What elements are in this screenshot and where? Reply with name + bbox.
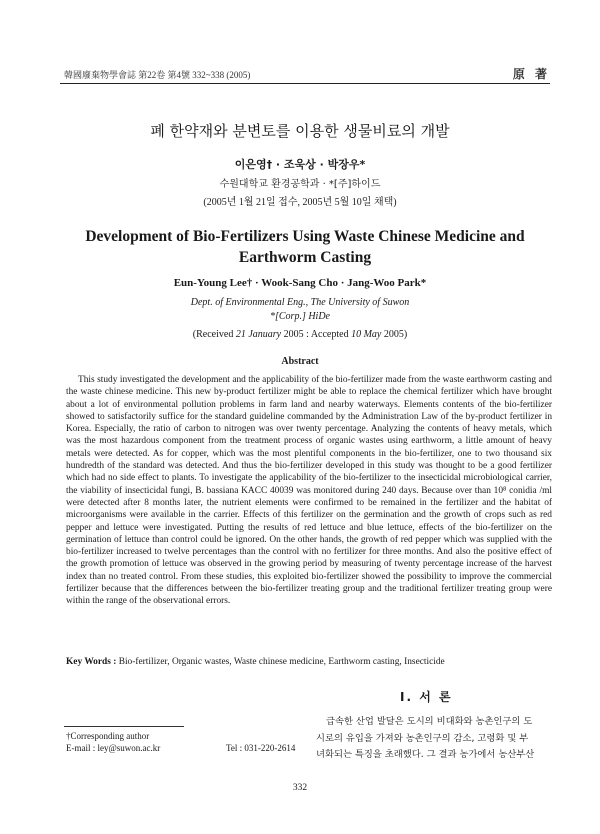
keywords-label: Key Words :: [66, 657, 117, 667]
intro-line: 녀화되는 특징을 초래했다. 그 결과 농가에서 농산부산: [316, 749, 535, 760]
abstract-body: This study investigated the development and the applicability of the bio-fertilizer made from the waste earthworm casting and the waste chinese medicine. This new by-product fertilizer might be able to replace the chemical fertilizer which have brought about a lot of environmental pollution problems in farm land and nearby waterways. Elements contents of the bio-fertilizer showed to satisfactorily suffice for the standard guideline commanded by the Administration Law of the by-product fertilizer in Korea. Especially, the ratio of carbon to nitrogen was over twenty percentage. Analyzing the contents of heavy metals, which was the most hazardous component from the treatment process of organic wastes using earthworm, a little amount of heavy metals were detected. As for copper, which was the most plentiful components in the bio-fertilizer, one to two thousand six hundredth of the standard was detected. And thus the bio-fertilizer developed in this study was thought to be a good fertilizer which had no side effect to plants. To investigate the applicability of the bio-fertilizer to the insecticidal microbiological carrier, the viability of insecticidal fungi, B. bassiana KACC 40039 was monitored during 240 days. Because over than 10⁸ conidia /ml were detected after 8 months later, the nutrient elements were confirmed to be remained in the fertilizer and the habitat of microorganisms were available in the carrier. Effects of this fertilizer on the germination and the growth of crops such as red pepper and lettuce were investigated. Putting the results of red lettuce and blue lettuce, effects of the bio-fertilizer on the germination of lettuce than control could be ignored. On the other hands, the growth of red pepper which was supplied with the bio-fertilizer increased to twelve percentages than the control with no fertilizer for three months. And also the positive effect of the growth promotion of lettuce was observed in the growing period by measuring of twenty percentage increase of the harvest index than no treated control. From these studies, this exploited bio-fertilizer showed the possibility to improve the commercial fertilizer because that the differences between the bio-fertilizer treating group and the traditional fertilizer treating group were within the range of the observational errors.: [66, 375, 552, 607]
received-label: (Received: [192, 329, 234, 340]
english-dates: [0, 329, 600, 340]
abstract-heading: Abstract: [281, 356, 319, 367]
intro-line: 급속한 산업 발달은 도시의 비대화와 농촌인구의 도: [326, 716, 533, 727]
header-rule: [60, 83, 550, 84]
introduction-text: [316, 714, 552, 764]
received-date: 21 January: [235, 329, 282, 340]
introduction-heading: I. 서 론: [400, 690, 453, 704]
accepted-year: 2005): [383, 329, 408, 340]
korean-affiliation: 수원대학교 환경공학과 · *[주]하이드: [219, 179, 381, 190]
journal-citation: 韓國廢棄物學會誌 第22卷 第4號 332~338 (2005): [64, 70, 251, 80]
author-email: E-mail : ley@suwon.ac.kr: [66, 743, 161, 753]
author-telephone: Tel : 031-220-2614: [226, 743, 296, 753]
english-corp: *[Corp.] HiDe: [269, 311, 330, 322]
keywords-text: Bio-fertilizer, Organic wastes, Waste chinese medicine, Earthworm casting, Insecticide: [118, 657, 445, 667]
english-department: Dept. of Environmental Eng., The University of Suwon: [190, 297, 410, 308]
korean-authors: 이은영† · 조욱상 · 박장우*: [234, 158, 366, 171]
footnote-rule: [64, 726, 184, 727]
english-authors: Eun-Young Lee† · Wook-Sang Cho · Jang-Woo Park*: [173, 277, 427, 289]
intro-line: 시로의 유입을 가져와 농촌인구의 감소, 고령화 및 부: [316, 732, 529, 744]
korean-dates: (2005년 1월 21일 접수, 2005년 5월 10일 채택): [203, 197, 397, 208]
corresponding-author-label: †Corresponding author: [66, 731, 150, 741]
article-type-label: 原 著: [512, 67, 550, 81]
korean-title: 폐 한약재와 분변토를 이용한 생물비료의 개발: [150, 122, 450, 140]
running-head: [60, 66, 550, 82]
english-title: Development of Bio-Fertilizers Using Waste Chinese Medicine and Earthworm Casting: [85, 228, 525, 266]
footnote: [66, 730, 306, 754]
accepted-date: 10 May: [351, 329, 382, 340]
keywords: [66, 657, 552, 667]
received-year: 2005 : Accepted: [283, 329, 349, 340]
page-number: 332: [292, 783, 308, 793]
